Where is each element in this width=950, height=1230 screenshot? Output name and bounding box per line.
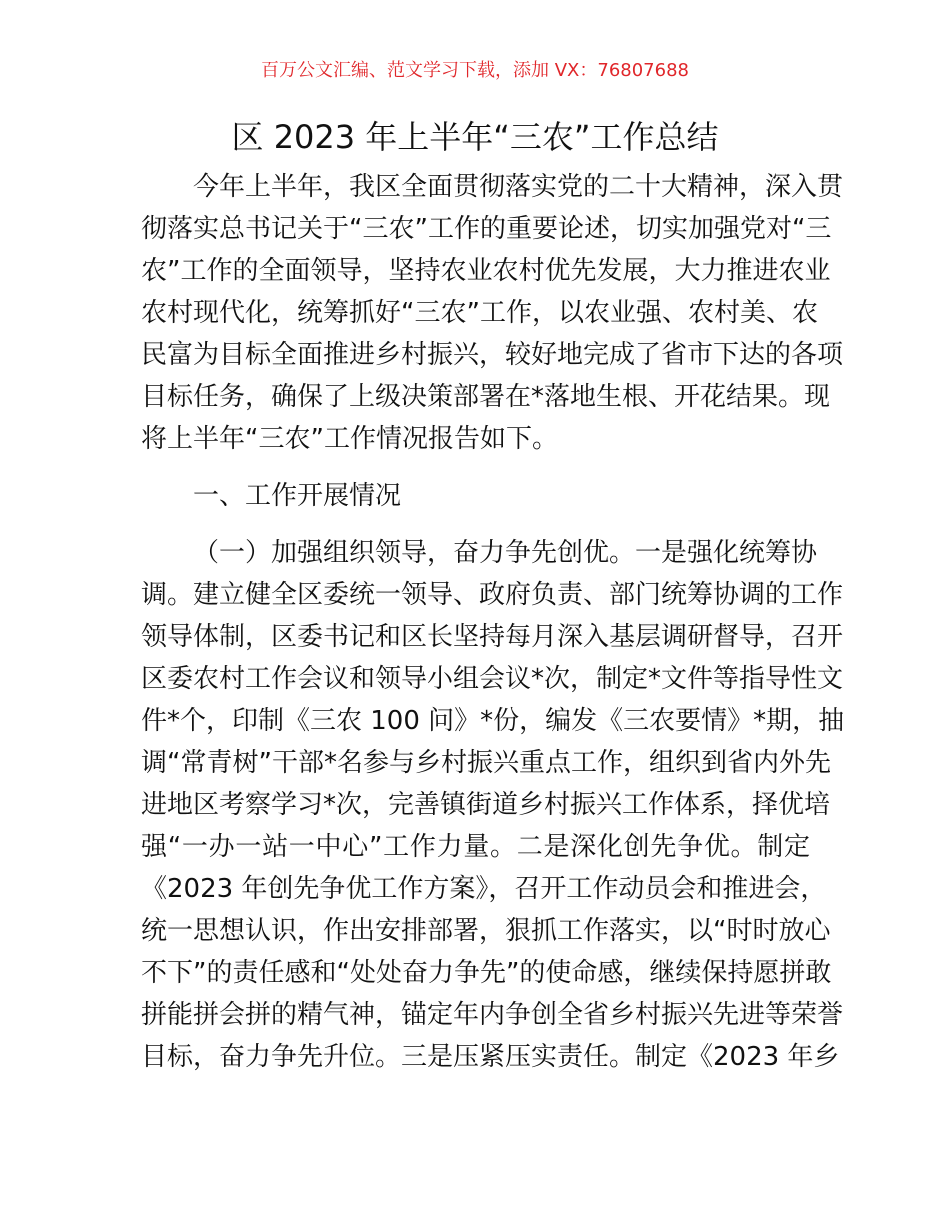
text-line: 目标，奋力争先升位。三是压紧压实责任。制定《2023 年乡 [141, 1042, 840, 1072]
text-line: 《2023 年创先争优工作方案》，召开工作动员会和推进会， [141, 874, 827, 904]
document-title: 区 2023 年上半年“三农”工作总结 [231, 118, 719, 156]
watermark-header: 百万公文汇编、范文学习下载，添加 VX：76807688 [261, 60, 689, 81]
heading-line: 一、工作开展情况 [193, 481, 402, 511]
section-heading [141, 475, 810, 517]
text-line: 区委农村工作会议和领导小组会议*次，制定*文件等指导性文 [141, 664, 844, 694]
text-line: 不下”的责任感和“处处奋力争先”的使命感，继续保持愿拼敢 [141, 958, 832, 988]
text-line: 民富为目标全面推进乡村振兴，较好地完成了省市下达的各项 [141, 340, 844, 370]
text-line: 将上半年“三农”工作情况报告如下。 [141, 424, 558, 454]
paragraph-intro [141, 166, 844, 460]
text-line: 拼能拼会拼的精气神，锚定年内争创全省乡村振兴先进等荣誉 [141, 1000, 844, 1030]
text-line: 统一思想认识，作出安排部署，狠抓工作落实，以“时时放心 [141, 916, 831, 946]
text-line: 调“常青树”干部*名参与乡村振兴重点工作，组织到省内外先 [141, 748, 831, 778]
text-line: 件*个，印制《三农 100 问》*份，编发《三农要情》*期，抽 [141, 706, 845, 736]
text-line: 今年上半年，我区全面贯彻落实党的二十大精神，深入贯 [193, 172, 844, 202]
text-line: 强“一办一站一中心”工作力量。二是深化创先争优。制定 [141, 832, 810, 862]
text-line: 农”工作的全面领导，坚持农业农村优先发展，大力推进农业 [141, 256, 831, 286]
text-line: （一）加强组织领导，奋力争先创优。一是强化统筹协 [193, 538, 818, 568]
text-line: 领导体制，区委书记和区长坚持每月深入基层调研督导，召开 [141, 622, 844, 652]
text-line: 目标任务，确保了上级决策部署在*落地生根、开花结果。现 [141, 382, 831, 412]
text-line: 彻落实总书记关于“三农”工作的重要论述，切实加强党对“三 [141, 214, 832, 244]
text-line: 进地区考察学习*次，完善镇街道乡村振兴工作体系，择优培 [141, 790, 831, 820]
text-line: 农村现代化，统筹抓好“三农”工作，以农业强、农村美、农 [141, 298, 818, 328]
document-body [141, 166, 845, 1078]
text-line: 调。建立健全区委统一领导、政府负责、部门统筹协调的工作 [141, 580, 844, 610]
paragraph-organization [141, 532, 845, 1078]
